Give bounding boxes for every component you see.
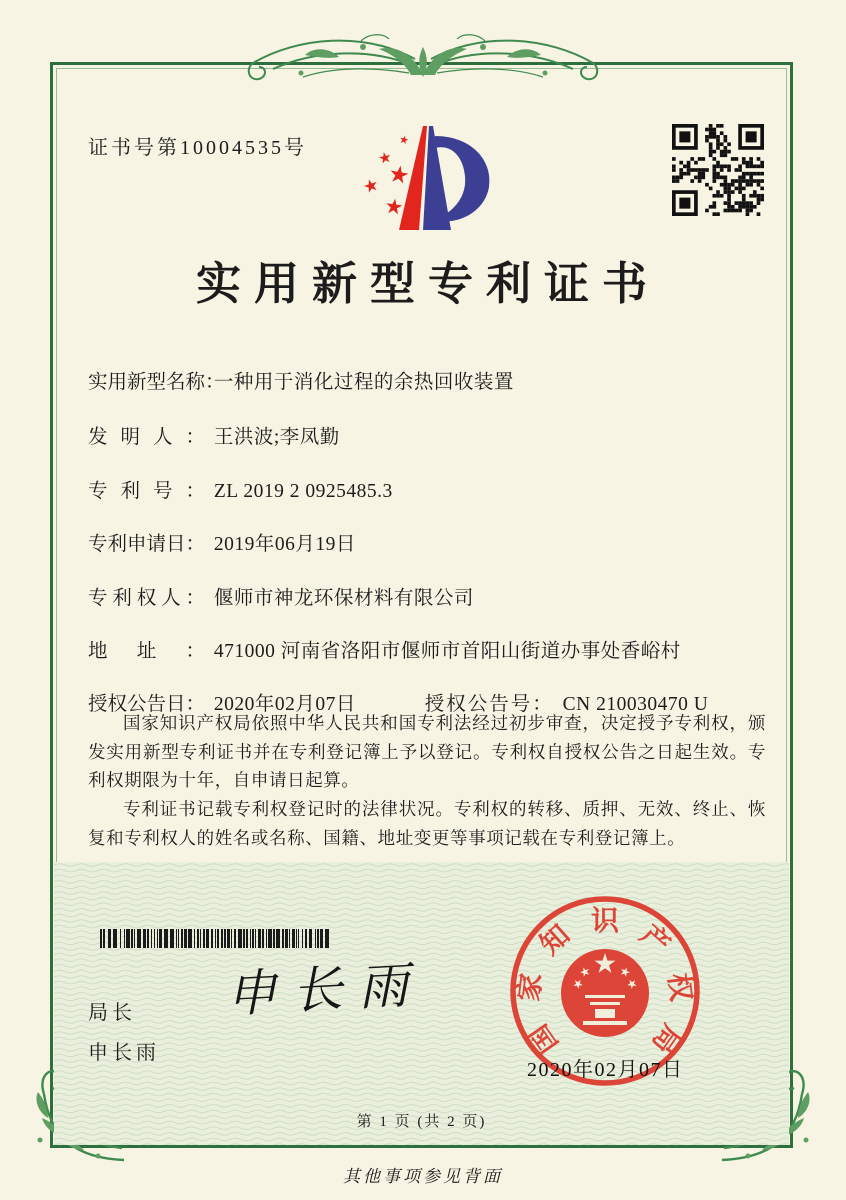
svg-text:产: 产 xyxy=(633,919,676,962)
director-title: 局长 xyxy=(88,1002,136,1024)
seal-date: 2020年02月07日 xyxy=(527,1059,684,1081)
qr-code xyxy=(672,124,764,216)
field-value: 王洪波;李凤勤 xyxy=(213,427,340,448)
field-label: 专利申请日： xyxy=(88,534,206,555)
field-label: 专利权人： xyxy=(88,588,205,609)
top-flourish-ornament xyxy=(243,16,603,98)
field-label: 发明人： xyxy=(88,427,205,448)
svg-text:识: 识 xyxy=(590,906,620,937)
field-row-invention-name xyxy=(88,366,788,394)
page-number: 第 1 页 (共 2 页) xyxy=(356,1114,487,1130)
field-row-patentee xyxy=(88,582,788,610)
director-name: 申长雨 xyxy=(88,1042,160,1064)
grant-number-label: 授权公告号： xyxy=(424,694,554,715)
field-row-inventor xyxy=(88,421,788,449)
field-value: 一种用于消化过程的余热回收装置 xyxy=(213,372,514,393)
back-side-note: 其他事项参见背面 xyxy=(343,1167,503,1186)
certificate-number: 证书号第10004535号 xyxy=(88,137,307,159)
logo-stars xyxy=(363,135,410,215)
svg-text:知: 知 xyxy=(534,919,577,962)
legal-body-text xyxy=(88,709,766,852)
director-block xyxy=(88,993,160,1073)
legal-paragraph-2: 专利证书记载专利权登记时的法律状况。专利权的转移、质押、无效、终止、恢复和专利权人的姓名或名称、国籍、地址变更等事项记载在专利登记簿上。 xyxy=(88,799,766,848)
barcode xyxy=(100,929,332,948)
certificate-title: 实用新型专利证书 xyxy=(195,259,660,309)
field-value: 偃师市神龙环保材料有限公司 xyxy=(213,588,474,609)
svg-text:国: 国 xyxy=(523,1018,565,1060)
grant-date-value: 2020年02月07日 xyxy=(213,694,356,715)
svg-text:权: 权 xyxy=(662,971,697,1004)
field-row-address xyxy=(88,635,788,663)
svg-text:家: 家 xyxy=(513,971,548,1004)
director-signature: 申长雨 xyxy=(224,956,426,1023)
legal-paragraph-1: 国家知识产权局依照中华人民共和国专利法经过初步审查，决定授予专利权，颁发实用新型专利证书并在专利登记簿上予以登记。专利权自授权公告之日起生效。专利权期限为十年，自申请日起算。 xyxy=(88,713,766,791)
grant-date-label: 授权公告日： xyxy=(88,694,206,715)
field-value: ZL 2019 2 0925485.3 xyxy=(213,481,393,502)
field-value: 2019年06月19日 xyxy=(213,534,356,555)
field-row-filing-date xyxy=(88,528,788,556)
field-row-patent-number xyxy=(88,475,788,503)
svg-text:局: 局 xyxy=(645,1018,687,1060)
seal-emblem xyxy=(561,949,649,1037)
field-label: 专利号： xyxy=(88,481,205,502)
grant-number-value: CN 210030470 U xyxy=(562,694,709,715)
field-label: 地址： xyxy=(88,641,205,662)
field-label: 实用新型名称： xyxy=(88,372,225,393)
cnipa-logo xyxy=(350,110,522,238)
field-value: 471000 河南省洛阳市偃师市首阳山街道办事处香峪村 xyxy=(213,641,681,662)
